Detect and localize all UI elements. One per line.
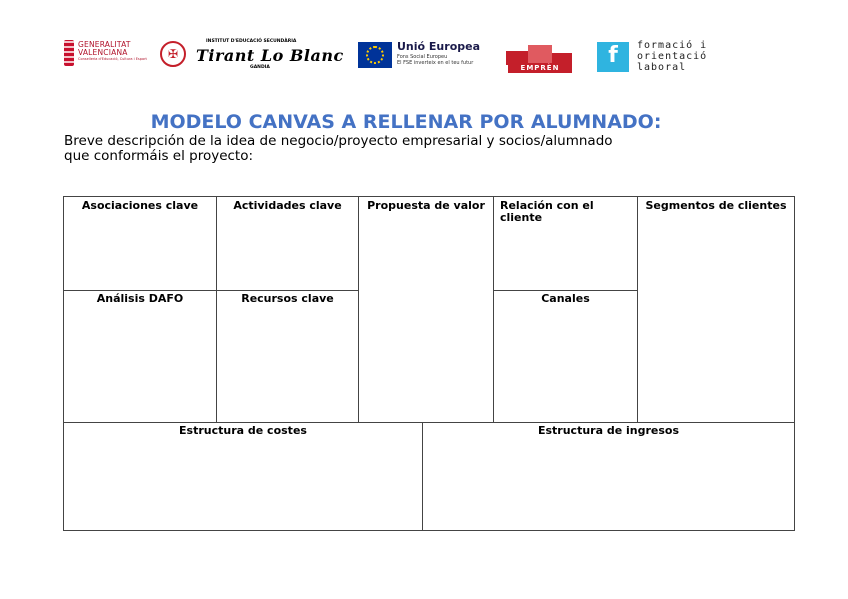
eu-title: Unió Europea (397, 40, 481, 53)
cell-ingresos[interactable] (422, 422, 795, 531)
fol-mark-icon: f (597, 42, 629, 72)
cell-actividades[interactable] (216, 196, 359, 291)
description-line-2: que conformáis el proyecto: (64, 148, 254, 164)
cell-asociaciones[interactable] (63, 196, 217, 291)
institute-town: GANDIA (250, 65, 270, 70)
institute-logo (160, 38, 344, 72)
label-dafo: Análisis DAFO (96, 292, 184, 305)
generalitat-shield-icon (64, 40, 74, 66)
institute-top-text: INSTITUT D'EDUCACIÓ SECUNDÀRIA (206, 39, 297, 44)
label-segmentos: Segmentos de clientes (645, 199, 787, 212)
eu-line2: El FSE inverteix en el teu futur (397, 60, 474, 66)
institute-emblem-icon: ✠ (160, 41, 186, 67)
description-line-1: Breve descripción de la idea de negocio/proyecto empresarial y socios/alumnado (64, 133, 613, 149)
eu-flag-icon (358, 42, 392, 68)
label-relacion: Relación con el cliente (500, 199, 594, 224)
fol-logo (597, 40, 727, 74)
eu-line1: Fons Social Europeu (397, 54, 448, 60)
generalitat-logo (64, 40, 147, 70)
cell-dafo[interactable] (63, 290, 217, 423)
eu-logo (358, 40, 493, 72)
fol-text: formació i orientació laboral (637, 40, 708, 73)
cell-canales[interactable] (493, 290, 638, 423)
empren-logo (506, 43, 574, 73)
label-ingresos: Estructura de ingresos (537, 424, 680, 437)
cell-segmentos[interactable] (637, 196, 795, 423)
label-actividades: Actividades clave (233, 199, 342, 212)
label-propuesta: Propuesta de valor (367, 199, 485, 212)
header-logos (0, 0, 848, 80)
generalitat-line2: VALENCIANA (78, 48, 128, 57)
cell-recursos[interactable] (216, 290, 359, 423)
empren-label: EMPRÈN (508, 63, 572, 73)
generalitat-small: Conselleria d'Educació, Cultura i Esport (78, 57, 147, 61)
page-title: MODELO CANVAS A RELLENAR POR ALUMNADO: (150, 111, 662, 133)
label-asociaciones: Asociaciones clave (81, 199, 199, 212)
description (64, 134, 764, 164)
institute-name: Tirant Lo Blanc (196, 46, 344, 65)
label-canales: Canales (541, 292, 590, 305)
cell-propuesta[interactable] (358, 196, 494, 423)
generalitat-line1: GENERALITAT (78, 40, 131, 49)
cell-relacion[interactable] (493, 196, 638, 291)
cell-costes[interactable] (63, 422, 423, 531)
label-recursos: Recursos clave (241, 292, 334, 305)
label-costes: Estructura de costes (179, 424, 307, 437)
